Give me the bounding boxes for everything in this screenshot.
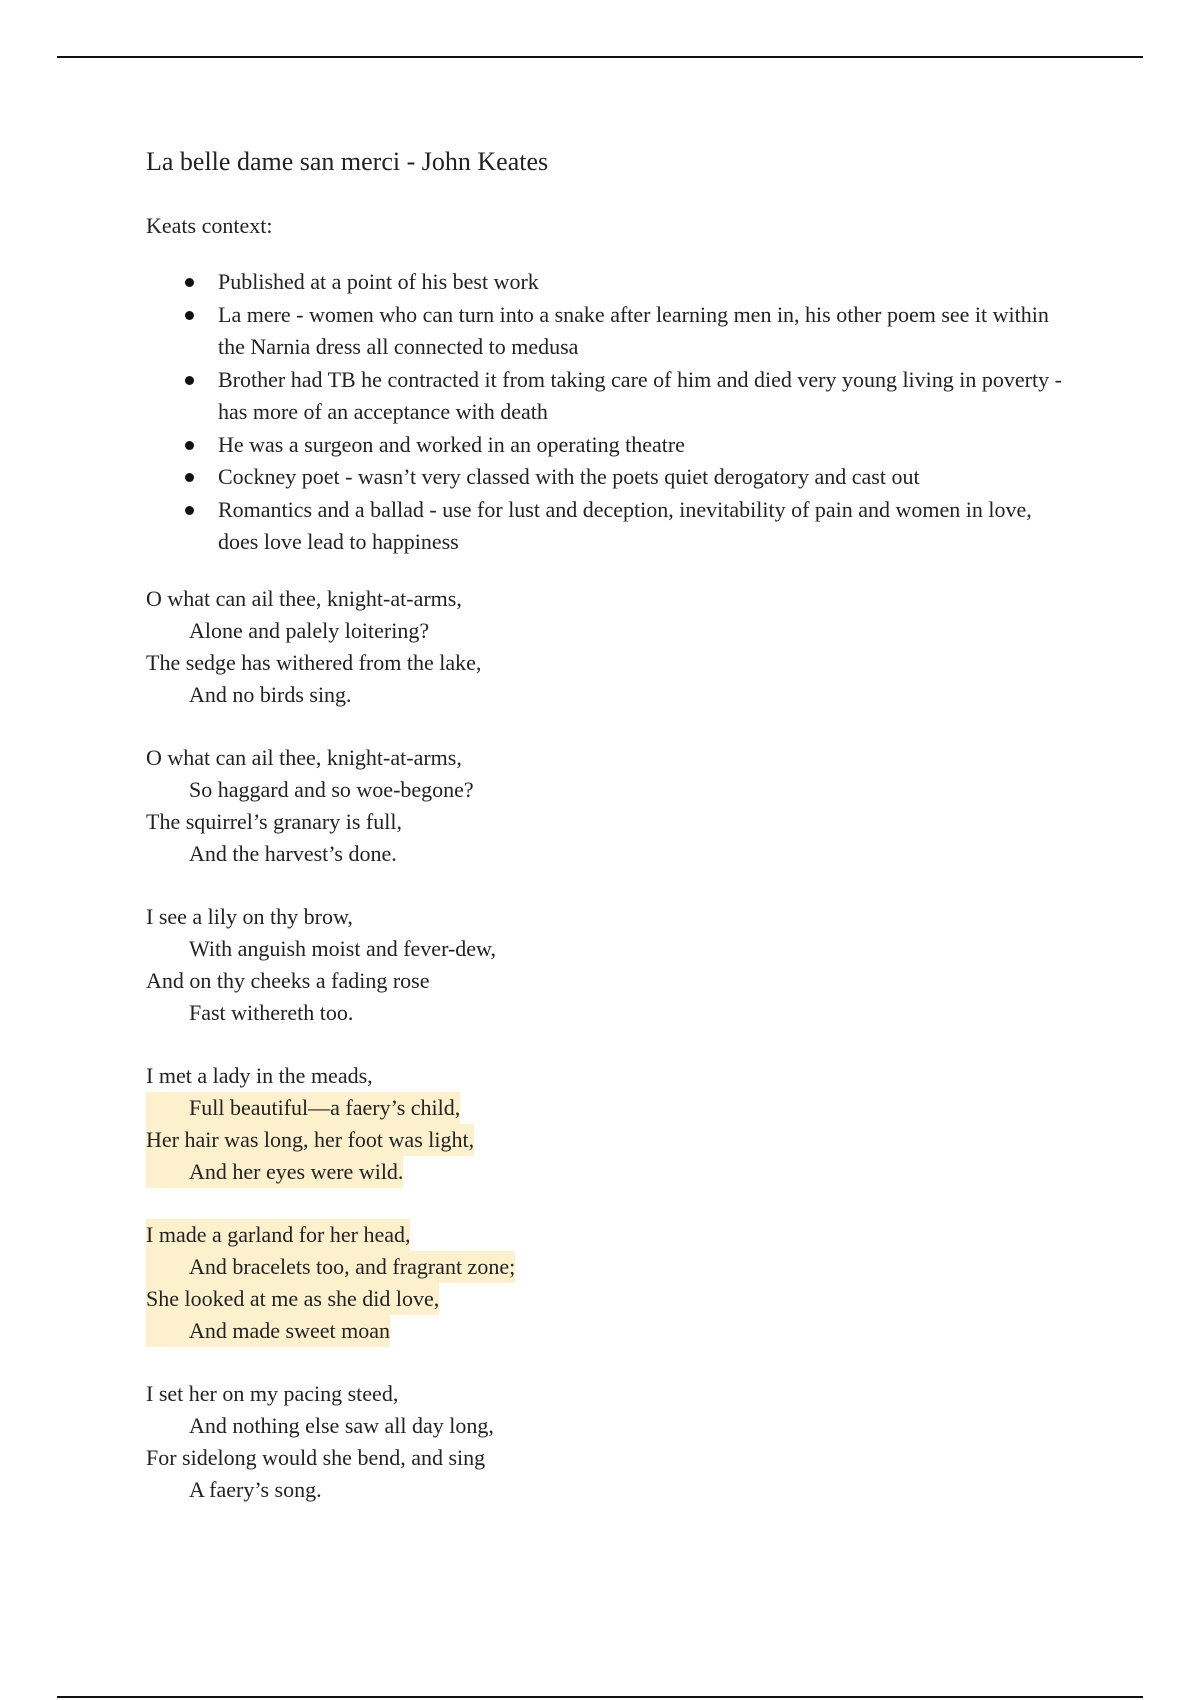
poem-line: And no birds sing. <box>189 681 352 707</box>
poem <box>146 583 1066 1506</box>
bullet-icon <box>185 278 194 287</box>
poem-line: O what can ail thee, knight-at-arms, <box>146 585 462 611</box>
stanza-1 <box>146 583 1066 711</box>
poem-line-highlighted: And bracelets too, and fragrant zone; <box>146 1251 1066 1283</box>
stanza-6 <box>146 1378 1066 1506</box>
document-body <box>146 142 1066 1537</box>
poem-line: I set her on my pacing steed, <box>146 1380 399 1406</box>
bullet-icon <box>185 311 194 320</box>
header-rule <box>57 56 1143 58</box>
poem-line: For sidelong would she bend, and sing <box>146 1444 486 1470</box>
context-list <box>146 266 1066 559</box>
poem-line-highlighted: Full beautiful—a faery’s child, <box>146 1092 1066 1124</box>
context-item: Brother had TB he contracted it from taking care of him and died very young living in poverty - has more of an acceptance with death <box>146 364 1066 429</box>
poem-line: So haggard and so woe-begone? <box>189 776 474 802</box>
poem-line: And nothing else saw all day long, <box>189 1412 494 1438</box>
bullet-icon <box>185 473 194 482</box>
stanza-4 <box>146 1060 1066 1188</box>
poem-line: O what can ail thee, knight-at-arms, <box>146 744 462 770</box>
poem-line: I see a lily on thy brow, <box>146 903 353 929</box>
poem-line: And on thy cheeks a fading rose <box>146 967 430 993</box>
poem-line: And the harvest’s done. <box>189 840 397 866</box>
footer-rule <box>57 1696 1143 1698</box>
poem-line-highlighted: And made sweet moan <box>146 1315 1066 1347</box>
context-item: He was a surgeon and worked in an operating theatre <box>146 429 1066 462</box>
poem-line: Fast withereth too. <box>189 999 354 1025</box>
poem-line: The squirrel’s granary is full, <box>146 808 402 834</box>
document-title: La belle dame san merci - John Keates <box>146 147 549 176</box>
poem-line-highlighted: Her hair was long, her foot was light, <box>146 1124 1066 1156</box>
poem-line-highlighted: She looked at me as she did love, <box>146 1283 1066 1315</box>
poem-line: Alone and palely loitering? <box>189 617 430 643</box>
poem-line: I met a lady in the meads, <box>146 1062 373 1088</box>
context-item: Romantics and a ballad - use for lust and deception, inevitability of pain and women in love, does love lead to happiness <box>146 494 1066 559</box>
bullet-icon <box>185 376 194 385</box>
stanza-5 <box>146 1219 1066 1347</box>
poem-line: The sedge has withered from the lake, <box>146 649 482 675</box>
context-item: La mere - women who can turn into a snake after learning men in, his other poem see it within the Narnia dress all connected to medusa <box>146 299 1066 364</box>
bullet-icon <box>185 506 194 515</box>
poem-line-highlighted: I made a garland for her head, <box>146 1219 1066 1251</box>
bullet-icon <box>185 441 194 450</box>
context-item: Published at a point of his best work <box>146 266 1066 299</box>
poem-line-highlighted: And her eyes were wild. <box>146 1156 1066 1188</box>
stanza-2 <box>146 742 1066 870</box>
context-item: Cockney poet - wasn’t very classed with the poets quiet derogatory and cast out <box>146 461 1066 494</box>
poem-line: A faery’s song. <box>189 1476 322 1502</box>
context-heading: Keats context: <box>146 213 273 238</box>
stanza-3 <box>146 901 1066 1029</box>
poem-line: With anguish moist and fever-dew, <box>189 935 497 961</box>
